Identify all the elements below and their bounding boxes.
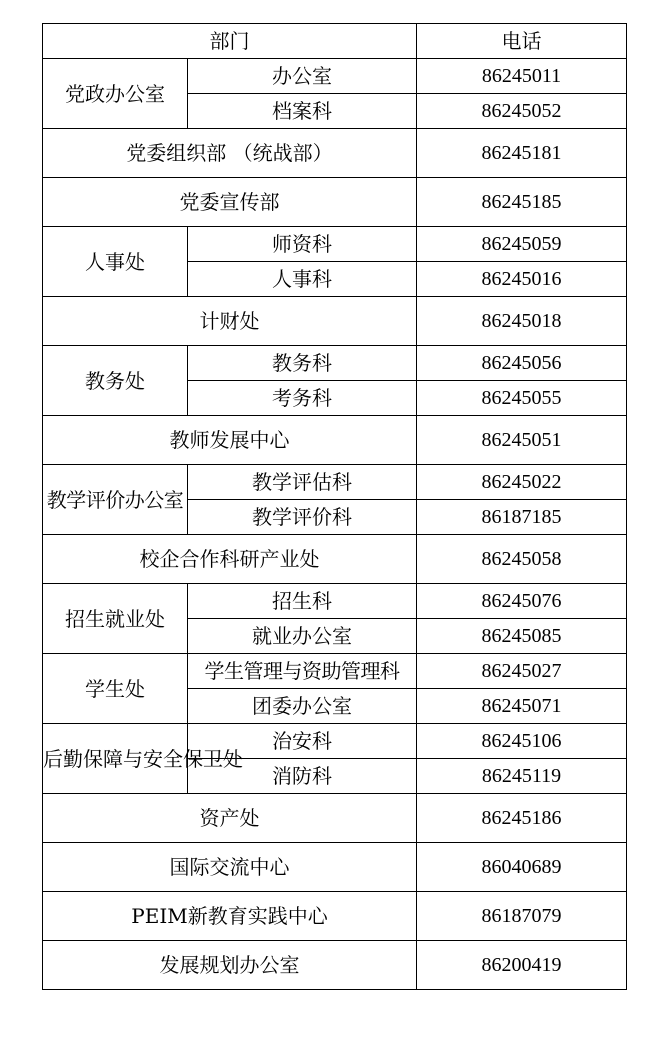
department-group: 后勤保障与安全保卫处: [43, 724, 188, 794]
department: 教师发展中心: [43, 416, 417, 465]
phone-number: 86245181: [417, 129, 627, 178]
department: 党委宣传部: [43, 178, 417, 227]
department: 国际交流中心: [43, 843, 417, 892]
sub-department: 考务科: [188, 381, 417, 416]
sub-department: 团委办公室: [188, 689, 417, 724]
department-group: 教务处: [43, 346, 188, 416]
department-group: 教学评价办公室: [43, 465, 188, 535]
table-row: [43, 892, 627, 941]
table-row: [43, 416, 627, 465]
sub-department: 消防科: [188, 759, 417, 794]
sub-department: 教务科: [188, 346, 417, 381]
sub-department: 治安科: [188, 724, 417, 759]
table-row: [43, 59, 627, 94]
phone-number: 86245119: [417, 759, 627, 794]
table-row: [43, 178, 627, 227]
phone-number: 86187185: [417, 500, 627, 535]
phone-directory-table: [42, 23, 627, 990]
table-row: [43, 654, 627, 689]
sub-department: 教学评价科: [188, 500, 417, 535]
phone-number: 86245106: [417, 724, 627, 759]
table-row: [43, 724, 627, 759]
phone-number: 86245055: [417, 381, 627, 416]
table-row: [43, 227, 627, 262]
table-row: [43, 297, 627, 346]
sub-department: 学生管理与资助管理科: [188, 654, 417, 689]
table-row: [43, 535, 627, 584]
department: PEIM新教育实践中心: [43, 892, 417, 941]
department: 资产处: [43, 794, 417, 843]
phone-number: 86245071: [417, 689, 627, 724]
phone-number: 86245056: [417, 346, 627, 381]
phone-number: 86245018: [417, 297, 627, 346]
phone-column-header: 电话: [417, 24, 627, 59]
sub-department: 师资科: [188, 227, 417, 262]
phone-number: 86245051: [417, 416, 627, 465]
department-group: 人事处: [43, 227, 188, 297]
phone-number: 86187079: [417, 892, 627, 941]
table-row: [43, 129, 627, 178]
sub-department: 人事科: [188, 262, 417, 297]
phone-number: 86245076: [417, 584, 627, 619]
phone-number: 86200419: [417, 941, 627, 990]
table-row: [43, 794, 627, 843]
table-row: [43, 941, 627, 990]
phone-number: 86245085: [417, 619, 627, 654]
phone-number: 86245052: [417, 94, 627, 129]
sub-department: 教学评估科: [188, 465, 417, 500]
table-row: [43, 465, 627, 500]
department-column-header: 部门: [43, 24, 417, 59]
sub-department: 就业办公室: [188, 619, 417, 654]
phone-number: 86245185: [417, 178, 627, 227]
department: 发展规划办公室: [43, 941, 417, 990]
department-group: 党政办公室: [43, 59, 188, 129]
phone-number: 86245011: [417, 59, 627, 94]
sub-department: 办公室: [188, 59, 417, 94]
department: 校企合作科研产业处: [43, 535, 417, 584]
table-row: [43, 584, 627, 619]
phone-number: 86245022: [417, 465, 627, 500]
department: 计财处: [43, 297, 417, 346]
phone-number: 86245027: [417, 654, 627, 689]
table-row: [43, 843, 627, 892]
phone-number: 86245058: [417, 535, 627, 584]
sub-department: 档案科: [188, 94, 417, 129]
phone-number: 86245016: [417, 262, 627, 297]
sub-department: 招生科: [188, 584, 417, 619]
table-header-row: [43, 24, 627, 59]
department-group: 招生就业处: [43, 584, 188, 654]
phone-number: 86245059: [417, 227, 627, 262]
phone-number: 86040689: [417, 843, 627, 892]
department-group: 学生处: [43, 654, 188, 724]
table-row: [43, 346, 627, 381]
department: 党委组织部 （统战部）: [43, 129, 417, 178]
phone-number: 86245186: [417, 794, 627, 843]
